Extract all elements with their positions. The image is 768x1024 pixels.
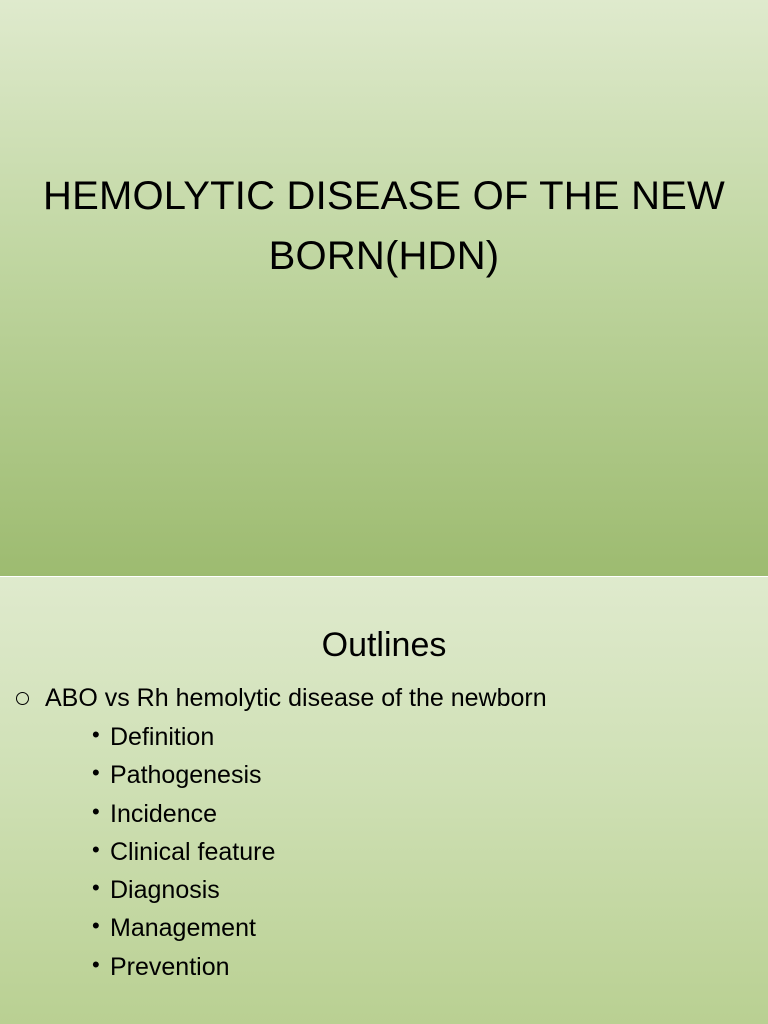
sub-bullet-text: Diagnosis (110, 876, 220, 905)
bullet-dot-icon: • (92, 760, 100, 786)
sub-bullet-text: Definition (110, 723, 215, 751)
slide-title-line-1: HEMOLYTIC DISEASE OF THE NEW (43, 174, 725, 218)
ring-bullet-icon (16, 692, 29, 705)
sub-bullet-item (92, 718, 275, 756)
main-bullet-text: ABO vs Rh hemolytic disease of the newborn (45, 684, 547, 712)
bullet-dot-icon: • (92, 951, 100, 977)
slide-title-line-2: BORN(HDN) (268, 234, 500, 278)
sub-bullet-text: Management (110, 914, 256, 943)
sub-bullet-item (92, 909, 275, 947)
sub-bullet-text: Prevention (110, 952, 230, 981)
sub-bullet-text: Incidence (110, 799, 218, 828)
sub-bullet-item (92, 795, 275, 833)
sub-bullet-text: Clinical feature (110, 837, 276, 866)
bullet-dot-icon: • (92, 722, 100, 747)
bullet-dot-icon: • (92, 836, 100, 862)
bullet-dot-icon: • (92, 875, 100, 901)
sub-bullet-item (92, 756, 275, 794)
slide-title (40, 166, 728, 286)
sub-bullet-item (92, 871, 275, 909)
sub-bullet-item (92, 833, 275, 871)
main-bullet-item (12, 679, 547, 717)
outline-heading: Outlines (321, 626, 447, 664)
outline-slide (0, 577, 768, 1024)
bullet-dot-icon: • (92, 798, 100, 824)
bullet-dot-icon: • (92, 913, 100, 939)
sub-bullet-list (92, 718, 275, 986)
sub-bullet-item (92, 948, 275, 986)
sub-bullet-text: Pathogenesis (110, 761, 262, 790)
